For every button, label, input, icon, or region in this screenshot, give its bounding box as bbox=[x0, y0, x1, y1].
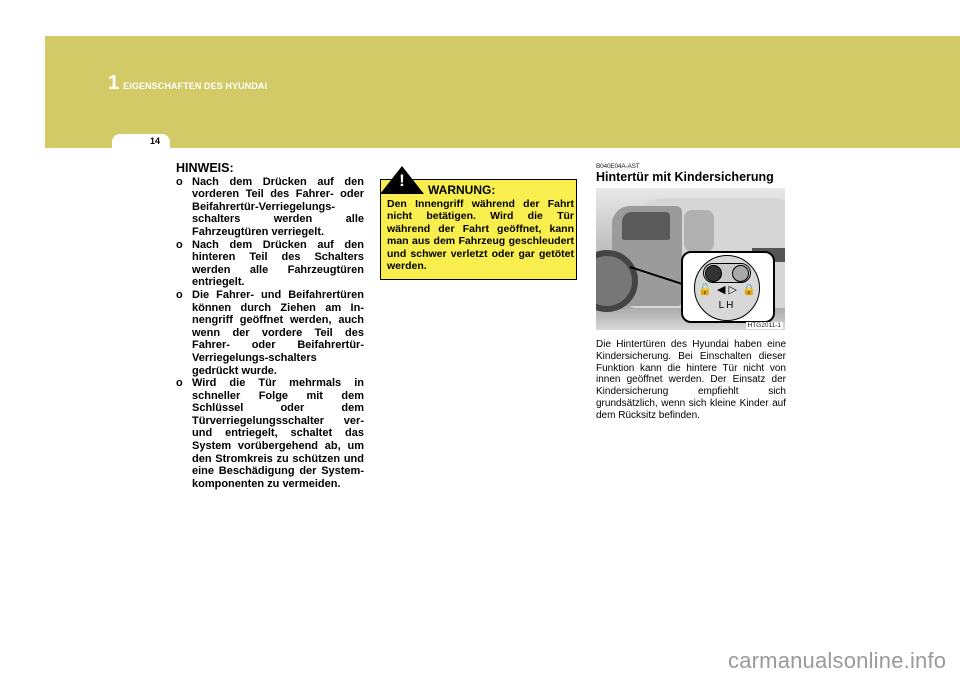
child-lock-description: Die Hintertüren des Hyundai haben eine Kindersicherung. Bei Einschalten dieser Funktion kann die hintere Tür nicht von innen geöffnet werden. Der Einsatz der Kindersicherung empfiehlt sich grundsätzlich, wenn sich kleine Kinder auf dem Rücksitz befinden. bbox=[596, 339, 786, 421]
page-tab bbox=[112, 134, 170, 148]
chapter-title: EIGENSCHAFTEN DES HYUNDAI bbox=[123, 81, 268, 91]
warning-text: Den Innengriff während der Fahrt nicht betätigen. Wird die Tür während der Fahrt geöffnet, kann man aus dem Fahrzeug geschleudert und schwer verletzt oder gar getötet werden. bbox=[387, 198, 574, 273]
child-lock-switch-detail bbox=[694, 255, 760, 321]
list-item: o Die Fahrer- und Beifahrertüren können durch Ziehen am In-nengriff geöffnet werden, auch wenn der vordere Teil des Fahrer- oder Beifahrertür-Verriegelungs-schalters gedrückt wurde. bbox=[176, 288, 364, 377]
bullet-icon: o bbox=[176, 238, 183, 251]
hinweis-title: HINWEIS: bbox=[176, 161, 234, 175]
section-title: Hintertür mit Kindersicherung bbox=[596, 170, 774, 184]
lh-label: LH bbox=[718, 300, 736, 311]
hinweis-section bbox=[176, 162, 364, 490]
chapter-number: 1 bbox=[108, 72, 120, 94]
door-window-shape bbox=[622, 212, 670, 240]
hinweis-list bbox=[176, 176, 364, 491]
page-number: 14 bbox=[150, 136, 161, 146]
switch-knob-locked bbox=[732, 265, 749, 282]
section-code: B040E04A-AST bbox=[596, 163, 640, 170]
lock-icon: 🔒 bbox=[742, 284, 756, 296]
list-item: o Wird die Tür mehrmals in schneller Folge mit dem Schlüssel oder dem Türverriegelungsschalter ver- und entriegelt, schaltet das System vorübergehend ab, um den Stromkreis zu schützen und eine Beschädigung der System-komponenten zu vermeiden. bbox=[176, 377, 364, 490]
switch-track bbox=[703, 263, 751, 283]
switch-knob-unlocked bbox=[705, 265, 722, 282]
list-item: o Nach dem Drücken auf den hinteren Teil des Schalters werden alle Fahrzeugtüren entriegelt. bbox=[176, 238, 364, 289]
bullet-icon: o bbox=[176, 175, 183, 188]
list-item: o Nach dem Drücken auf den vorderen Teil des Fahrer- oder Beifahrertür-Verriegelungs-schalters werden alle Fahrzeugtüren verriegelt. bbox=[176, 175, 364, 238]
child-lock-section-header bbox=[596, 163, 786, 184]
watermark-link[interactable]: carmanualsonline.info bbox=[728, 648, 947, 673]
car-door-illustration bbox=[596, 188, 785, 330]
bullet-icon: o bbox=[176, 377, 183, 390]
warning-title: WARNUNG: bbox=[428, 183, 496, 197]
exclamation-icon: ! bbox=[399, 171, 405, 190]
lock-symbols bbox=[698, 284, 756, 296]
seat-shape bbox=[684, 210, 714, 252]
chapter-heading bbox=[108, 73, 267, 93]
child-lock-callout bbox=[681, 251, 775, 323]
arrows-icon: ◀ ▷ bbox=[717, 284, 737, 296]
figure-caption: HTG2011-1 bbox=[747, 322, 781, 329]
unlock-icon: 🔓 bbox=[698, 284, 712, 296]
bullet-icon: o bbox=[176, 288, 183, 301]
